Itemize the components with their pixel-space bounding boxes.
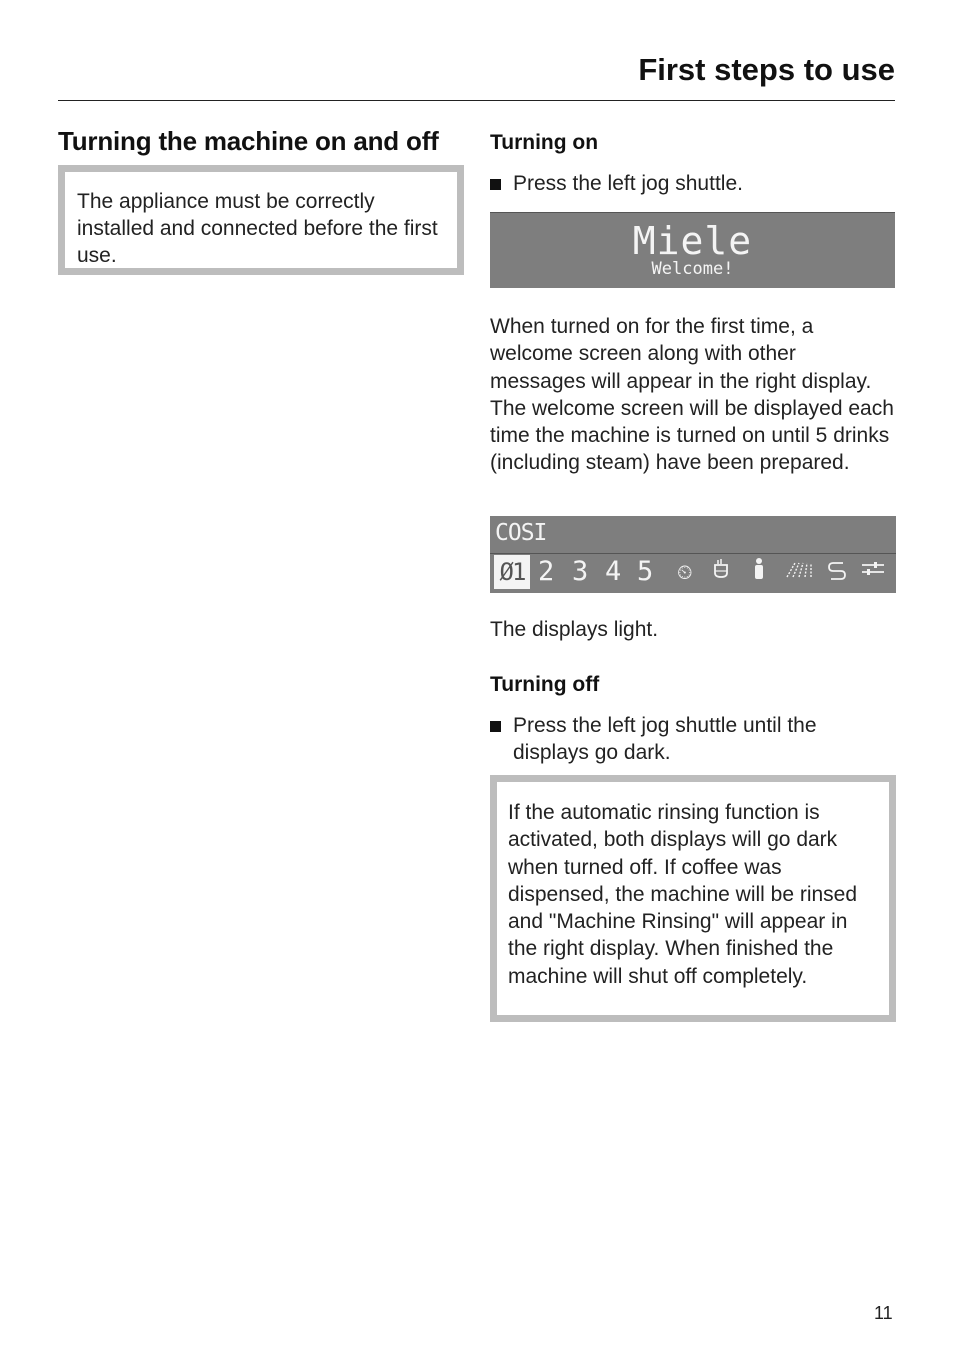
settings-icon <box>860 557 886 587</box>
program-display-top-text: COSI <box>495 520 547 546</box>
rinsing-note-box <box>490 775 896 1022</box>
steam-icon <box>785 557 815 587</box>
program-digit: 5 <box>637 556 654 587</box>
turning-off-bullet <box>490 712 895 766</box>
timer-icon: ⏲ <box>677 560 693 584</box>
page-number: 11 <box>874 1303 893 1323</box>
bullet-square-icon <box>490 179 501 190</box>
turning-on-bullet-text: Press the left jog shuttle. <box>513 172 743 195</box>
display-brand: Miele <box>632 219 753 263</box>
cup-icon <box>713 557 729 587</box>
display-welcome-message: Welcome! <box>651 259 734 279</box>
bullet-square-icon <box>490 721 501 732</box>
welcome-paragraph: When turned on for the first time, a welcome screen along with other messages will appear in the right display. The welcome screen will be displayed each time the machine is turned on until 5 drinks (including steam) have been prepared. <box>490 315 894 475</box>
program-digit: 4 <box>605 556 622 587</box>
program-digit: 2 <box>538 556 555 587</box>
person-icon <box>752 557 766 589</box>
header-divider <box>58 100 895 101</box>
section-title: Turning the machine on and off <box>58 126 439 156</box>
setup-note-text: The appliance must be correctly installed and connected before the first use. <box>65 172 457 268</box>
program-display <box>490 516 896 593</box>
turning-on-heading: Turning on <box>490 131 599 154</box>
turning-off-heading: Turning off <box>490 673 600 696</box>
program-display-row <box>494 553 896 591</box>
turning-off-bullet-text: Press the left jog shuttle until the displays go dark. <box>513 714 817 764</box>
selected-program: Ø1 <box>494 555 530 589</box>
program-digit: 3 <box>572 556 589 587</box>
rinsing-note-text: If the automatic rinsing function is activated, both displays will go dark when turned off. If coffee was dispensed, the machine will be rinsed and "Machine Rinsing" will appear in the right display. When finished the machine will shut off completely. <box>497 782 889 1015</box>
setup-note-box <box>58 165 464 275</box>
rinse-icon <box>827 557 847 589</box>
page-header-title: First steps to use <box>638 52 895 87</box>
turning-on-bullet <box>490 170 895 197</box>
welcome-display <box>490 212 895 288</box>
displays-light-text: The displays light. <box>490 618 659 641</box>
